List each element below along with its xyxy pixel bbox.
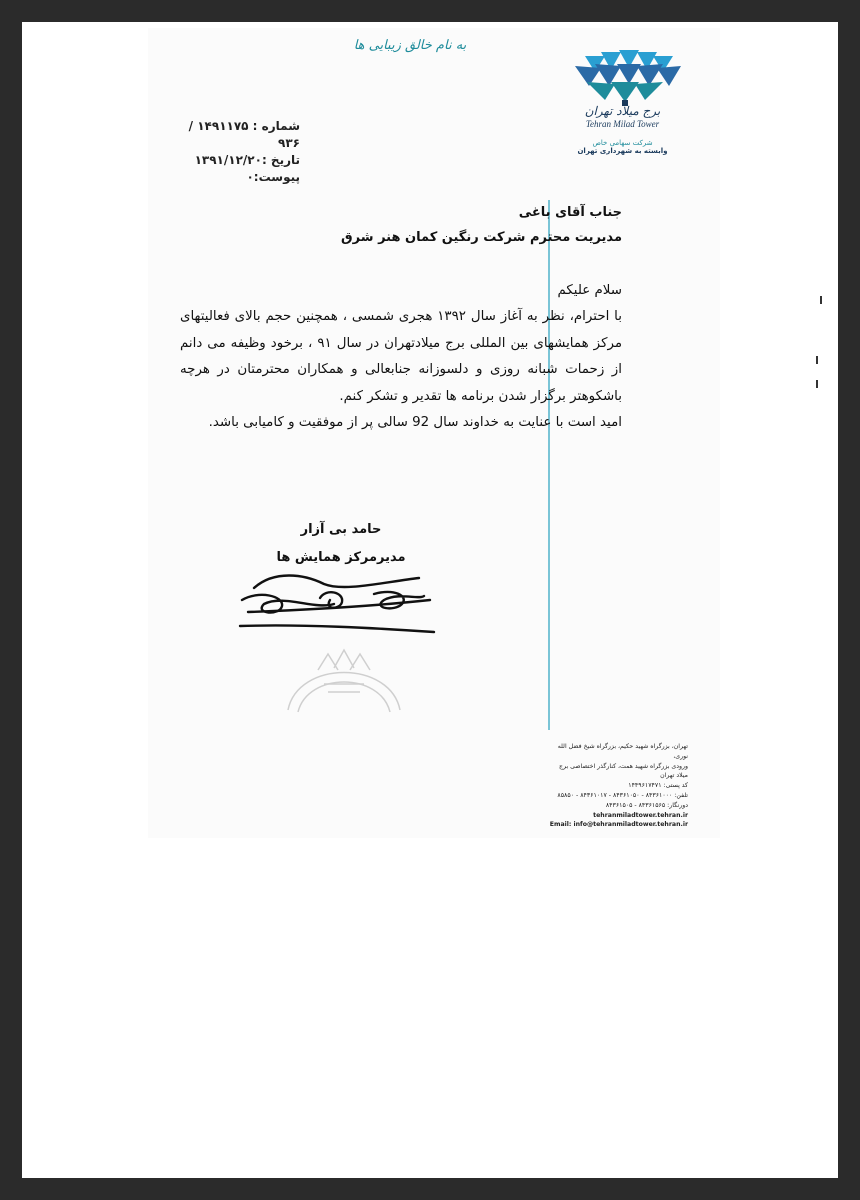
signer-block (276, 516, 406, 572)
paragraph-main: با احترام، نظر به آغاز سال ۱۳۹۲ هجری شمسی ، همچنین حجم بالای فعالیتهای مرکز همایشهای بین المللی برج میلادتهران در سال ۹۱ ، برخود وظیفه می دانم از زحمات شبانه روزی و دلسوزانه جنابعالی و همکاران محترمتان در هرچه باشکوهتر برگزار شدن برنامه ها تقدیر و تشکر کنم. (180, 309, 623, 404)
footer-email: Email: info@tehranmiladtower.tehran.ir (549, 821, 688, 829)
logo-text (560, 104, 685, 155)
logo-name-fa: برج میلاد تهران (584, 104, 661, 118)
logo-company: شرکت سهامی خاص (592, 139, 653, 147)
recipient-title: مدیریت محترم شرکت رنگین کمان هنر شرق (341, 230, 622, 245)
footer-website: tehranmiladtower.tehran.ir (593, 811, 688, 819)
footer-phone: تلفن: ۸۴۳۶۱۰۰۰ - ۸۴۳۶۱۰۵۰ - ۸۴۳۶۱۰۱۷ - ۸۵۸۵۰ (557, 791, 688, 799)
letter-meta (180, 118, 300, 186)
letter-attachment: پیوست:۰ (246, 170, 300, 184)
scan-mark (820, 296, 822, 304)
footer-address-1: تهران، بزرگراه شهید حکیم، بزرگراه شیخ فضل الله نوری، (557, 743, 688, 760)
footer-contact (548, 742, 688, 830)
paragraph-closing: امید است با عنایت به خداوند سال 92 سالی پر از موفقیت و کامیابی باشد. (208, 415, 622, 430)
handwritten-signature (234, 570, 444, 640)
footer-fax: دورنگار: ۸۴۳۶۱۵۶۵ - ۸۴۳۶۱۵۰۵ (605, 801, 688, 809)
signer-title: مدیرمرکز همایش ها (276, 550, 406, 565)
signer-name: حامد بی آزار (300, 522, 382, 537)
logo-affiliation: وابسته به شهرداری تهران (577, 147, 668, 155)
scan-mark (816, 356, 818, 364)
letter-body (180, 200, 622, 437)
scan-mark (816, 380, 818, 388)
letter-number: شماره : ۱۴۹۱۱۷۵ /۹۳۶ (188, 119, 300, 150)
recipient-name: جناب آقای باغی (518, 205, 622, 220)
logo-name-en: Tehran Milad Tower (585, 119, 660, 129)
embossed-stamp (278, 640, 410, 728)
greeting: سلام علیکم (557, 283, 622, 298)
footer-postal: کد پستی: ۱۴۴۹۶۱۷۴۷۱ (628, 782, 688, 790)
invocation: به نام خالق زیبایی ها (353, 38, 467, 53)
letter-date: تاریخ :۱۳۹۱/۱۲/۲۰ (194, 153, 300, 167)
footer-address-2: ورودی بزرگراه شهید همت، کنارگذر اختصاصی برج میلاد تهران (559, 762, 688, 780)
